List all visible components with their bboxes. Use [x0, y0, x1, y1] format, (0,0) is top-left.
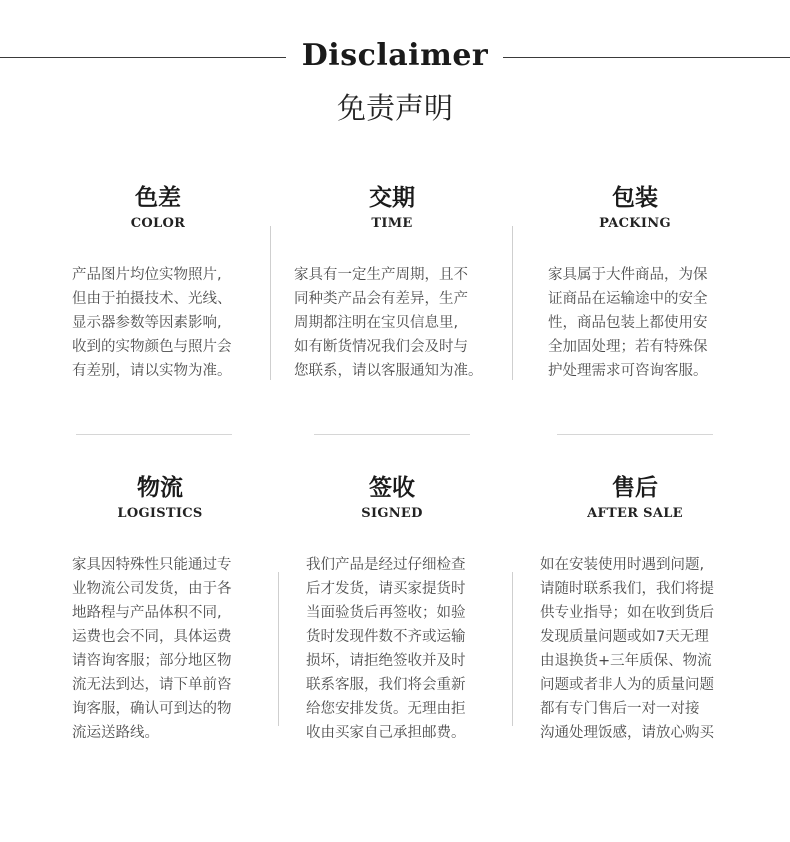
section-heading-time: [292, 184, 492, 231]
body-line: 收到的实物颜色与照片会: [72, 339, 232, 355]
body-line: 运费也会不同，具体运费: [72, 629, 232, 645]
section-body-after-sale: [540, 553, 714, 745]
body-line: 同种类产品会有差异，生产: [294, 291, 468, 307]
body-line: 产品图片均位实物照片,: [72, 267, 222, 283]
page-title: Disclaimer: [301, 38, 489, 73]
column-divider: [270, 226, 271, 380]
body-line: 发现质量问题或如7天无理: [540, 629, 709, 645]
body-line: 由退换货+三年质保、物流: [540, 653, 712, 669]
body-line: 损坏，请拒绝签收并及时: [306, 653, 466, 669]
body-line: 全加固处理；若有特殊保: [548, 339, 708, 355]
body-line: 家具有一定生产周期，且不: [294, 267, 468, 283]
section-body-color: [72, 263, 232, 383]
column-divider: [278, 572, 279, 726]
body-line: 家具属于大件商品，为保: [548, 267, 708, 283]
section-title-cn: 物流: [137, 474, 183, 501]
section-title-en: SIGNED: [361, 506, 423, 521]
section-title-cn: 售后: [612, 474, 658, 501]
body-line: 流运送路线。: [72, 725, 159, 741]
section-body-packing: [548, 263, 708, 383]
section-title-en: AFTER SALE: [587, 506, 683, 521]
section-heading-logistics: [60, 474, 260, 521]
section-title-en: COLOR: [130, 216, 186, 231]
section-title-en: PACKING: [599, 216, 671, 231]
column-divider: [512, 572, 513, 726]
body-line: 后才发货，请买家提货时: [306, 581, 466, 597]
section-title-en: TIME: [371, 216, 413, 231]
body-line: 给您安排发货。无理由拒: [306, 701, 466, 717]
body-line: 您联系，请以客服通知为准。: [294, 363, 483, 379]
section-title-cn: 交期: [369, 184, 415, 211]
row-separator: [557, 434, 713, 435]
section-title-cn: 包装: [612, 184, 658, 211]
body-line: 显示器参数等因素影响,: [72, 315, 222, 331]
body-line: 护处理需求可咨询客服。: [548, 363, 708, 379]
section-body-time: [294, 263, 483, 383]
body-line: 联系客服，我们将会重新: [306, 677, 466, 693]
body-line: 业物流公司发货，由于各: [72, 581, 232, 597]
body-line: 请随时联系我们，我们将提: [540, 581, 714, 597]
section-heading-after-sale: [535, 474, 735, 521]
body-line: 货时发现件数不齐或运输: [306, 629, 466, 645]
body-line: 我们产品是经过仔细检查: [306, 557, 466, 573]
body-line: 家具因特殊性只能通过专: [72, 557, 232, 573]
body-line: 性，商品包装上都使用安: [548, 315, 708, 331]
body-line: 供专业指导；如在收到货后: [540, 605, 714, 621]
body-line: 当面验货后再签收；如验: [306, 605, 466, 621]
page-subtitle: 免责声明: [336, 91, 453, 125]
body-line: 如有断货情况我们会及时与: [294, 339, 468, 355]
body-line: 问题或者非人为的质量问题: [540, 677, 714, 693]
row-separator: [76, 434, 232, 435]
row-separator: [314, 434, 470, 435]
section-heading-color: [58, 184, 258, 231]
section-title-cn: 签收: [369, 474, 415, 501]
body-line: 但由于拍摄技术、光线、: [72, 291, 232, 307]
section-body-signed: [306, 553, 466, 745]
body-line: 周期都注明在宝贝信息里,: [294, 315, 459, 331]
column-divider: [512, 226, 513, 380]
body-line: 流无法到达，请下单前咨: [72, 677, 232, 693]
body-line: 都有专门售后一对一对接: [540, 701, 700, 717]
section-heading-signed: [292, 474, 492, 521]
body-line: 如在安装使用时遇到问题,: [540, 557, 705, 573]
body-line: 有差别，请以实物为准。: [72, 363, 232, 379]
body-line: 询客服，确认可到达的物: [72, 701, 232, 717]
body-line: 收由买家自己承担邮费。: [306, 725, 466, 741]
body-line: 沟通处理饭感，请放心购买: [540, 725, 714, 741]
body-line: 请咨询客服；部分地区物: [72, 653, 232, 669]
body-line: 证商品在运输途中的安全: [548, 291, 708, 307]
section-heading-packing: [535, 184, 735, 231]
section-title-en: LOGISTICS: [117, 506, 203, 521]
body-line: 地路程与产品体积不同,: [72, 605, 222, 621]
section-body-logistics: [72, 553, 232, 745]
section-title-cn: 色差: [135, 184, 181, 211]
